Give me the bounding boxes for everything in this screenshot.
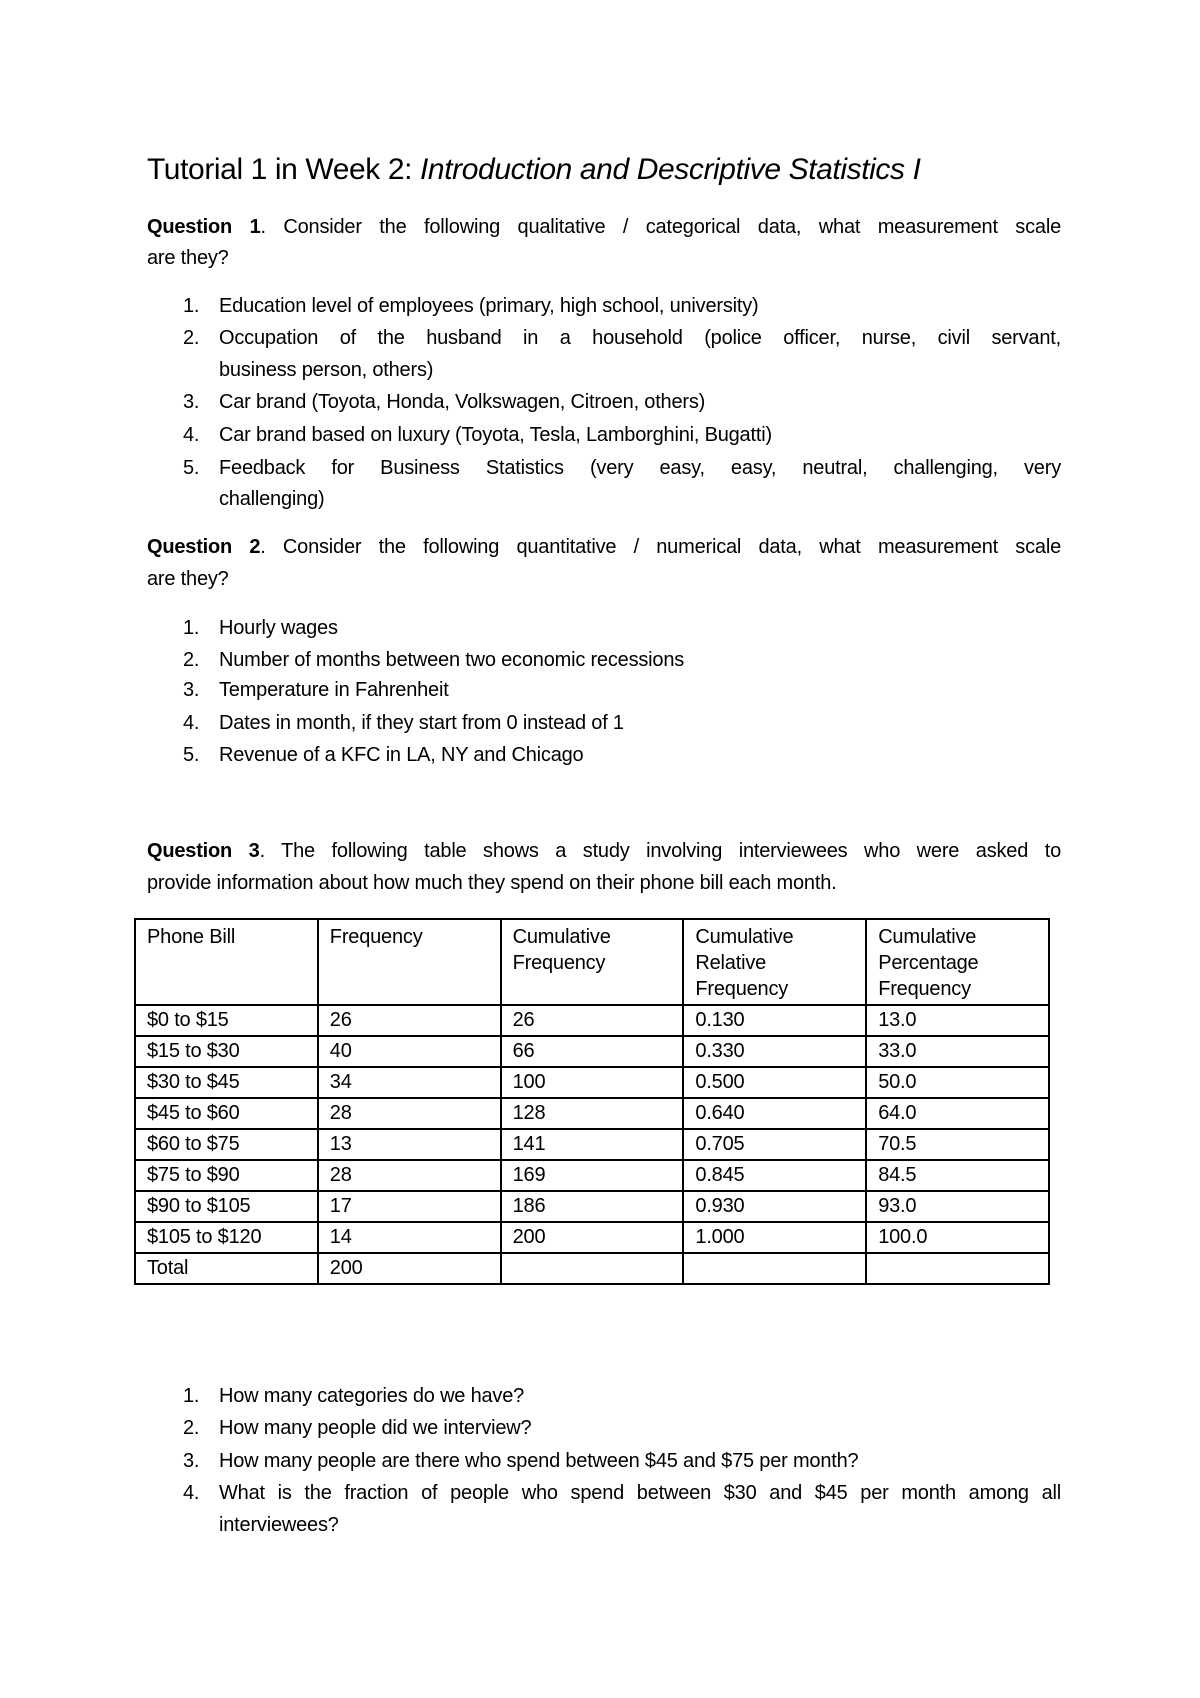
- table-cell: 0.500: [683, 1067, 866, 1098]
- table-cell: 0.130: [683, 1005, 866, 1036]
- table-cell: 0.640: [683, 1098, 866, 1129]
- table-cell: 0.845: [683, 1160, 866, 1191]
- header-text-line: Phone Bill: [147, 926, 236, 948]
- table-cell: 1.000: [683, 1222, 866, 1253]
- item-number: 1.: [183, 295, 200, 317]
- table-header-row: [135, 919, 1049, 1005]
- title-plain: Tutorial 1 in Week 2:: [147, 153, 420, 186]
- table-cell: $105 to $120: [135, 1222, 318, 1253]
- table-cell: 0.330: [683, 1036, 866, 1067]
- item-text: challenging): [219, 488, 325, 510]
- table-cell: 28: [318, 1160, 501, 1191]
- q1-prompt-line2: are they?: [147, 247, 229, 269]
- item-number: 3.: [183, 679, 200, 701]
- table-cell: 200: [501, 1222, 684, 1253]
- table-cell: $60 to $75: [135, 1129, 318, 1160]
- q2-text: . Consider the following quantitative / numerical data, what measurement scale: [260, 536, 1061, 558]
- item-text: Education level of employees (primary, high school, university): [219, 295, 759, 317]
- q1-label: Question 1: [147, 216, 261, 238]
- item-text: How many people are there who spend between $45 and $75 per month?: [219, 1450, 859, 1472]
- column-header: [501, 919, 684, 1005]
- table-cell: 169: [501, 1160, 684, 1191]
- table-cell: $90 to $105: [135, 1191, 318, 1222]
- table-cell: 93.0: [866, 1191, 1049, 1222]
- table-cell: 13.0: [866, 1005, 1049, 1036]
- item-number: 1.: [183, 1385, 200, 1407]
- table-cell: 40: [318, 1036, 501, 1067]
- table-cell: 66: [501, 1036, 684, 1067]
- table-row: [135, 1222, 1049, 1253]
- table-cell: Total: [135, 1253, 318, 1284]
- table-cell: 0.705: [683, 1129, 866, 1160]
- table-row: [135, 1129, 1049, 1160]
- item-text: How many categories do we have?: [219, 1385, 525, 1407]
- table-cell: $15 to $30: [135, 1036, 318, 1067]
- table-cell: 34: [318, 1067, 501, 1098]
- q2-prompt-line2: are they?: [147, 568, 229, 590]
- header-text-line: Cumulative: [878, 926, 977, 948]
- table-cell: 17: [318, 1191, 501, 1222]
- table-cell: 28: [318, 1098, 501, 1129]
- header-text-line: Cumulative: [512, 926, 611, 948]
- q2-prompt-line1: [147, 534, 1061, 560]
- title-italic: Introduction and Descriptive Statistics I: [420, 153, 921, 186]
- phone-bill-frequency-table: [134, 918, 1050, 1285]
- column-header: [866, 919, 1049, 1005]
- item-number: 4.: [183, 712, 200, 734]
- table-cell: [501, 1253, 684, 1284]
- table-row: [135, 1160, 1049, 1191]
- q1-prompt-line1: [147, 214, 1061, 240]
- item-text: interviewees?: [219, 1514, 339, 1536]
- table-cell: 84.5: [866, 1160, 1049, 1191]
- item-number: 1.: [183, 617, 200, 639]
- q3-text: . The following table shows a study involving interviewees who were asked to: [259, 840, 1061, 862]
- table-row: [135, 1067, 1049, 1098]
- table-cell: 186: [501, 1191, 684, 1222]
- item-text: Temperature in Fahrenheit: [219, 679, 449, 701]
- item-text: Occupation of the husband in a household (police officer, nurse, civil servant,: [219, 327, 1061, 349]
- item-text: Revenue of a KFC in LA, NY and Chicago: [219, 744, 584, 766]
- q2-label: Question 2: [147, 536, 261, 558]
- table-cell: 26: [501, 1005, 684, 1036]
- table-cell: $75 to $90: [135, 1160, 318, 1191]
- item-number: 4.: [183, 424, 200, 446]
- table-cell: [866, 1253, 1049, 1284]
- item-text: Hourly wages: [219, 617, 338, 639]
- table-row: [135, 1036, 1049, 1067]
- header-text-line: Cumulative: [695, 926, 794, 948]
- table-row: [135, 1098, 1049, 1129]
- header-text-line: Percentage: [878, 952, 979, 974]
- table-cell: $45 to $60: [135, 1098, 318, 1129]
- item-number: 5.: [183, 457, 200, 479]
- item-number: 4.: [183, 1482, 200, 1504]
- table-cell: 0.930: [683, 1191, 866, 1222]
- header-text-line: Frequency: [512, 952, 606, 974]
- table-cell: 141: [501, 1129, 684, 1160]
- table-cell: $30 to $45: [135, 1067, 318, 1098]
- table-cell: 50.0: [866, 1067, 1049, 1098]
- table-cell: 14: [318, 1222, 501, 1253]
- item-text: Dates in month, if they start from 0 instead of 1: [219, 712, 624, 734]
- page-title: [147, 150, 921, 190]
- column-header: [318, 919, 501, 1005]
- item-number: 3.: [183, 391, 200, 413]
- item-number: 2.: [183, 649, 200, 671]
- table-cell: 200: [318, 1253, 501, 1284]
- item-text: How many people did we interview?: [219, 1417, 532, 1439]
- table-cell: 100.0: [866, 1222, 1049, 1253]
- table-row: [135, 1005, 1049, 1036]
- item-number: 2.: [183, 1417, 200, 1439]
- table-row: [135, 1253, 1049, 1284]
- table-cell: 128: [501, 1098, 684, 1129]
- table-cell: 64.0: [866, 1098, 1049, 1129]
- item-text: Number of months between two economic recessions: [219, 649, 685, 671]
- item-text: Car brand based on luxury (Toyota, Tesla, Lamborghini, Bugatti): [219, 424, 772, 446]
- table-cell: 33.0: [866, 1036, 1049, 1067]
- q3-prompt-line2: provide information about how much they spend on their phone bill each month.: [147, 872, 837, 894]
- table-cell: 26: [318, 1005, 501, 1036]
- header-text-line: Frequency: [878, 978, 971, 1000]
- column-header: [135, 919, 318, 1005]
- item-number: 5.: [183, 744, 200, 766]
- item-number: 3.: [183, 1450, 200, 1472]
- table-cell: 13: [318, 1129, 501, 1160]
- item-text: Car brand (Toyota, Honda, Volkswagen, Citroen, others): [219, 391, 706, 413]
- column-header: [683, 919, 866, 1005]
- item-text: business person, others): [219, 359, 434, 381]
- table-row: [135, 1191, 1049, 1222]
- q1-text: . Consider the following qualitative / categorical data, what measurement scale: [260, 216, 1061, 238]
- header-text-line: Frequency: [329, 926, 423, 948]
- table-cell: 100: [501, 1067, 684, 1098]
- table-cell: $0 to $15: [135, 1005, 318, 1036]
- table-cell: 70.5: [866, 1129, 1049, 1160]
- q3-label: Question 3: [147, 840, 260, 862]
- item-number: 2.: [183, 327, 200, 349]
- header-text-line: Frequency: [695, 978, 789, 1000]
- q3-prompt-line1: [147, 838, 1061, 864]
- item-text: What is the fraction of people who spend between $30 and $45 per month among all: [219, 1482, 1061, 1504]
- table-cell: [683, 1253, 866, 1284]
- item-text: Feedback for Business Statistics (very easy, easy, neutral, challenging, very: [219, 457, 1061, 479]
- header-text-line: Relative: [695, 952, 767, 974]
